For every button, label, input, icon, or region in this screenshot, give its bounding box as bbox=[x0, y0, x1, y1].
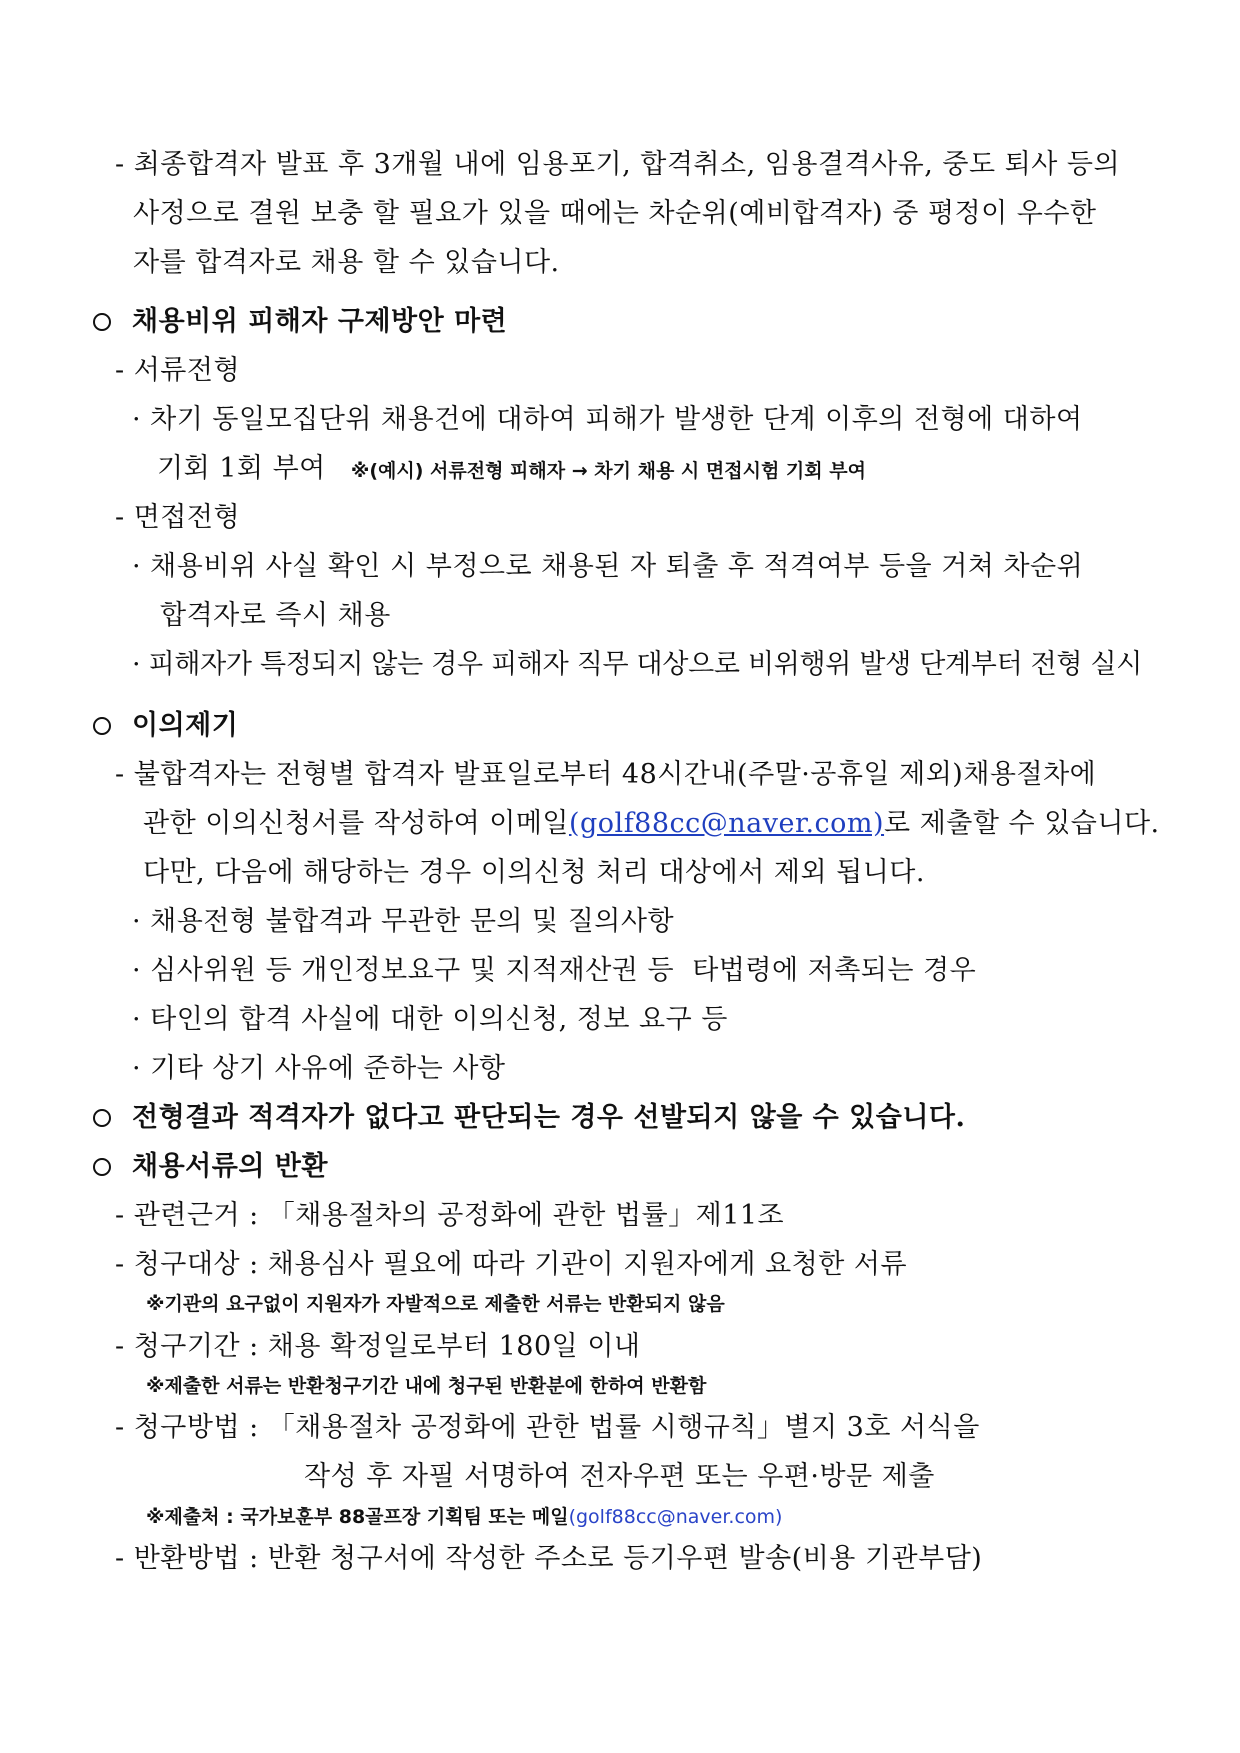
paragraph-line bbox=[143, 807, 1160, 841]
text: 로 제출할 수 있습니다. bbox=[884, 808, 1160, 839]
paragraph-line bbox=[115, 758, 1096, 792]
paragraph-line bbox=[115, 1542, 982, 1576]
text: 자를 합격자로 채용 할 수 있습니다. bbox=[133, 247, 560, 278]
paragraph-line bbox=[115, 1248, 907, 1282]
list-item bbox=[132, 954, 976, 988]
text: 사정으로 결원 보충 할 필요가 있을 때에는 차순위(예비합격자) 중 평정이 우수한 bbox=[133, 198, 1097, 229]
email-link[interactable]: (golf88cc@naver.com) bbox=[568, 1506, 783, 1528]
sub-heading bbox=[115, 501, 240, 535]
note-line bbox=[146, 1291, 725, 1317]
list-item bbox=[132, 905, 674, 939]
section-heading bbox=[132, 709, 238, 743]
list-item-continued bbox=[160, 599, 391, 633]
text: 다만, 다음에 해당하는 경우 이의신청 처리 대상에서 제외 됩니다. bbox=[143, 857, 925, 888]
circle-bullet-icon bbox=[93, 717, 111, 735]
text: - 청구방법 : 「채용절차 공정화에 관한 법률 시행규칙」별지 3호 서식을 bbox=[115, 1412, 980, 1443]
text: - 면접전형 bbox=[115, 502, 241, 533]
text: - 서류전형 bbox=[115, 355, 241, 386]
circle-bullet-icon bbox=[93, 1109, 111, 1127]
paragraph-line bbox=[115, 1411, 980, 1445]
text: · 채용비위 사실 확인 시 부정으로 채용된 자 퇴출 후 적격여부 등을 거쳐 차순위 bbox=[132, 551, 1084, 582]
list-item bbox=[132, 1003, 728, 1037]
heading-text: 전형결과 적격자가 없다고 판단되는 경우 선발되지 않을 수 있습니다. bbox=[132, 1102, 966, 1133]
heading-text: 이의제기 bbox=[132, 710, 239, 741]
text: 기회 1회 부여 bbox=[157, 453, 326, 484]
note-text: ※(예시) 서류전형 피해자 → 차기 채용 시 면접시험 기회 부여 bbox=[350, 460, 866, 482]
text: - 반환방법 : 반환 청구서에 작성한 주소로 등기우편 발송(비용 기관부담) bbox=[115, 1543, 983, 1574]
text: - 청구기간 : 채용 확정일로부터 180일 이내 bbox=[115, 1331, 641, 1362]
note-line bbox=[146, 1373, 706, 1399]
paragraph-line bbox=[115, 148, 1145, 182]
list-item bbox=[132, 403, 1083, 437]
text: 합격자로 즉시 채용 bbox=[160, 600, 391, 631]
text: 관한 이의신청서를 작성하여 이메일 bbox=[143, 808, 569, 839]
text: - 관련근거 : 「채용절차의 공정화에 관한 법률」제11조 bbox=[115, 1200, 785, 1231]
paragraph-line bbox=[115, 1330, 640, 1364]
note-text: ※제출한 서류는 반환청구기간 내에 청구된 반환분에 한하여 반환함 bbox=[146, 1375, 707, 1397]
section-heading bbox=[132, 305, 507, 339]
note-text: ※제출처 : 국가보훈부 88골프장 기획팀 또는 메일 bbox=[146, 1506, 569, 1528]
sub-heading bbox=[115, 354, 240, 388]
list-item-continued bbox=[157, 452, 866, 486]
heading-text: 채용비위 피해자 구제방안 마련 bbox=[132, 306, 508, 337]
text: 작성 후 자필 서명하여 전자우편 또는 우편·방문 제출 bbox=[304, 1461, 935, 1492]
text: · 차기 동일모집단위 채용건에 대하여 피해가 발생한 단계 이후의 전형에 대하여 bbox=[132, 404, 1083, 435]
email-link[interactable]: (golf88cc@naver.com) bbox=[568, 808, 885, 839]
text: · 심사위원 등 개인정보요구 및 지적재산권 등 타법령에 저촉되는 경우 bbox=[132, 955, 977, 986]
text: · 채용전형 불합격과 무관한 문의 및 질의사항 bbox=[132, 906, 675, 937]
paragraph-line bbox=[115, 1199, 784, 1233]
note-text: ※기관의 요구없이 지원자가 자발적으로 제출한 서류는 반환되지 않음 bbox=[146, 1293, 725, 1315]
text: · 피해자가 특정되지 않는 경우 피해자 직무 대상으로 비위행위 발생 단계부터 전형 실시 bbox=[132, 649, 1143, 680]
circle-bullet-icon bbox=[93, 313, 111, 331]
text: · 기타 상기 사유에 준하는 사항 bbox=[132, 1053, 506, 1084]
note-line bbox=[146, 1504, 782, 1530]
heading-text: 채용서류의 반환 bbox=[132, 1151, 328, 1182]
list-item bbox=[132, 1052, 505, 1086]
text: - 청구대상 : 채용심사 필요에 따라 기관이 지원자에게 요청한 서류 bbox=[115, 1249, 908, 1280]
section-heading bbox=[132, 1101, 965, 1135]
list-item bbox=[132, 550, 1083, 584]
text: · 타인의 합격 사실에 대한 이의신청, 정보 요구 등 bbox=[132, 1004, 728, 1035]
circle-bullet-icon bbox=[93, 1158, 111, 1176]
text: - 최종합격자 발표 후 3개월 내에 임용포기, 합격취소, 임용결격사유, 중도 퇴사 등의 bbox=[115, 149, 1121, 180]
paragraph-line bbox=[133, 197, 1097, 231]
section-heading bbox=[132, 1150, 328, 1184]
paragraph-line bbox=[304, 1460, 935, 1494]
text: - 불합격자는 전형별 합격자 발표일로부터 48시간내(주말·공휴일 제외)채용절차에 bbox=[115, 759, 1097, 790]
list-item bbox=[132, 648, 1142, 682]
paragraph-line bbox=[133, 246, 560, 280]
paragraph-line bbox=[143, 856, 925, 890]
